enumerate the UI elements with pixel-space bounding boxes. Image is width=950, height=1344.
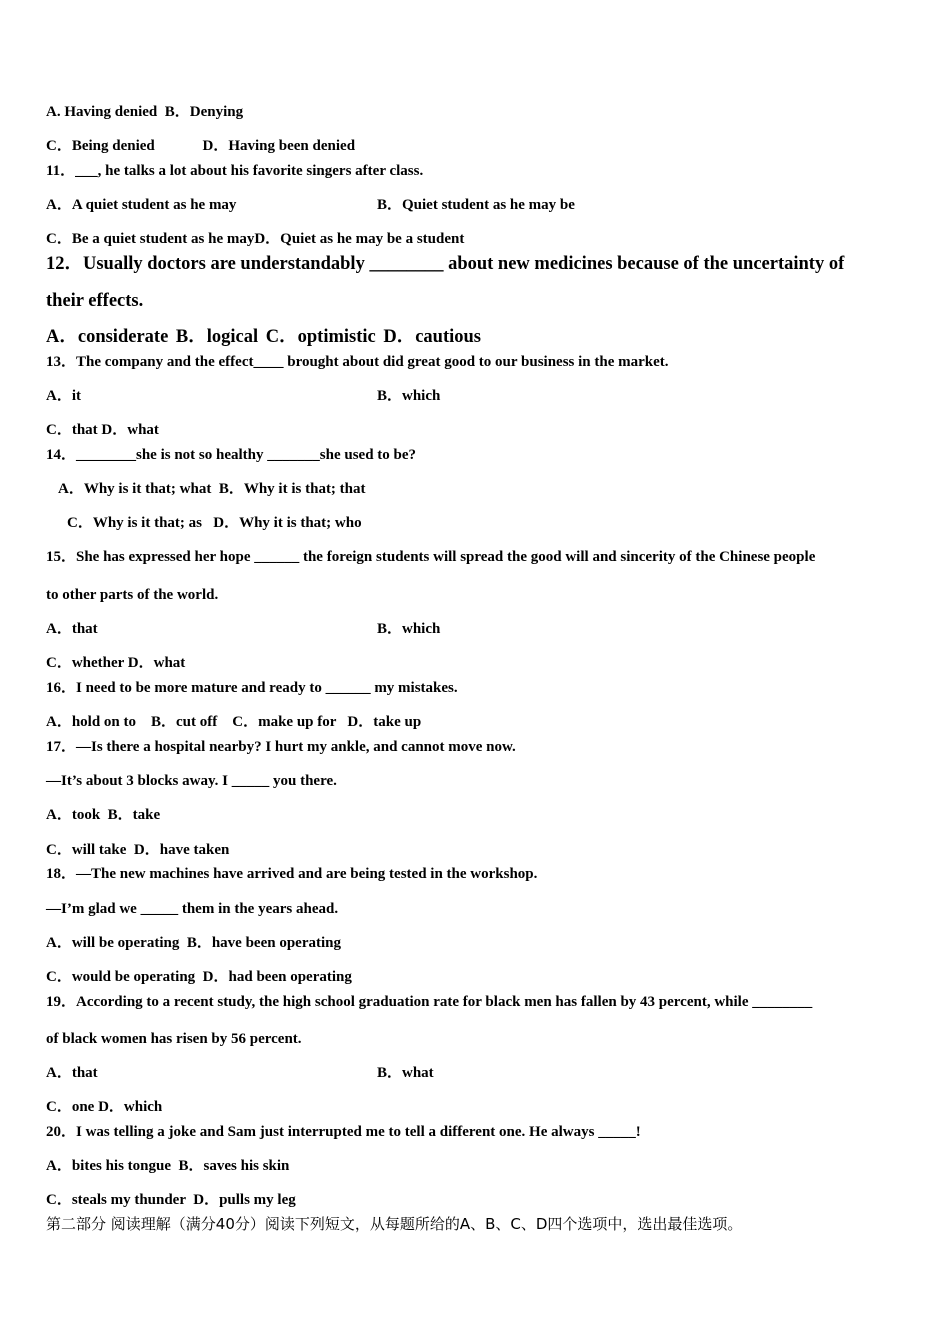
q13-option-b: B．which bbox=[377, 388, 441, 404]
q10-options-cd bbox=[46, 137, 355, 155]
q20-options-cd: C．steals my thunder D．pulls my leg bbox=[46, 1192, 296, 1208]
q20-options-ab: A．bites his tongue B．saves his skin bbox=[46, 1158, 290, 1174]
q11-stem: 11．___, he talks a lot about his favorite singers after class. bbox=[46, 163, 424, 179]
q19-stem-line1: 19．According to a recent study, the high school graduation rate for black men has fallen by 43 percent, while ________ bbox=[46, 994, 813, 1010]
q15-option-a: A．that bbox=[46, 621, 98, 637]
q19-stem-line2: of black women has risen by 56 percent. bbox=[46, 1031, 302, 1047]
q10-option-c: C．Being denied bbox=[46, 138, 155, 154]
q10-option-a: A. Having denied bbox=[46, 104, 158, 120]
q14-stem: 14．________she is not so healthy _______she used to be? bbox=[46, 447, 417, 463]
q19-option-b: B．what bbox=[377, 1065, 434, 1081]
q13-option-a: A．it bbox=[46, 388, 81, 404]
q15-stem-line1: 15．She has expressed her hope ______ the foreign students will spread the good will and sincerity of the Chinese people bbox=[46, 549, 816, 565]
q12-stem-line2: their effects. bbox=[46, 291, 144, 311]
section2-heading: 第二部分 阅读理解（满分40分）阅读下列短文，从每题所给的A、B、C、D四个选项中，选出最佳选项。 bbox=[46, 1215, 743, 1233]
q11-option-b: B．Quiet student as he may be bbox=[377, 197, 575, 213]
q18-reply: —I’m glad we _____ them in the years ahead. bbox=[46, 901, 339, 917]
q14-options-ab: A．Why is it that; what B．Why it is that; that bbox=[58, 481, 366, 497]
q17-stem: 17．—Is there a hospital nearby? I hurt my ankle, and cannot move now. bbox=[46, 739, 516, 755]
q17-options-cd: C．will take D．have taken bbox=[46, 842, 230, 858]
q15-option-b: B．which bbox=[377, 621, 441, 637]
q18-stem: 18．—The new machines have arrived and are being tested in the workshop. bbox=[46, 866, 538, 882]
q13-stem: 13．The company and the effect____ brought about did great good to our business in the market. bbox=[46, 354, 669, 370]
q19-options-cd: C．one D．which bbox=[46, 1099, 163, 1115]
q10-options-ab bbox=[46, 103, 243, 121]
q16-stem: 16．I need to be more mature and ready to ______ my mistakes. bbox=[46, 680, 458, 696]
q14-options-cd: C．Why is it that; as D．Why it is that; who bbox=[67, 515, 362, 531]
q11-option-a: A．A quiet student as he may bbox=[46, 197, 237, 213]
q11-options-cd: C．Be a quiet student as he mayD．Quiet as he may be a student bbox=[46, 231, 465, 247]
q12-options: A．considerate B．logical C．optimistic D．cautious bbox=[46, 327, 481, 347]
q10-option-d: D．Having been denied bbox=[202, 138, 356, 154]
q17-options-ab: A．took B．take bbox=[46, 807, 161, 823]
q10-option-b: B．Denying bbox=[164, 104, 244, 120]
q15-stem-line2: to other parts of the world. bbox=[46, 587, 219, 603]
q13-options-cd: C．that D．what bbox=[46, 422, 159, 438]
q19-option-a: A．that bbox=[46, 1065, 98, 1081]
q17-reply: —It’s about 3 blocks away. I _____ you there. bbox=[46, 773, 337, 789]
q12-stem-line1: 12．Usually doctors are understandably ________ about new medicines because of the uncertainty of bbox=[46, 254, 845, 274]
q20-stem: 20．I was telling a joke and Sam just interrupted me to tell a different one. He always _____! bbox=[46, 1124, 641, 1140]
q18-options-cd: C．would be operating D．had been operating bbox=[46, 969, 352, 985]
q18-options-ab: A．will be operating B．have been operating bbox=[46, 935, 341, 951]
q16-options: A．hold on to B．cut off C．make up for D．take up bbox=[46, 714, 422, 730]
q15-options-cd: C．whether D．what bbox=[46, 655, 186, 671]
